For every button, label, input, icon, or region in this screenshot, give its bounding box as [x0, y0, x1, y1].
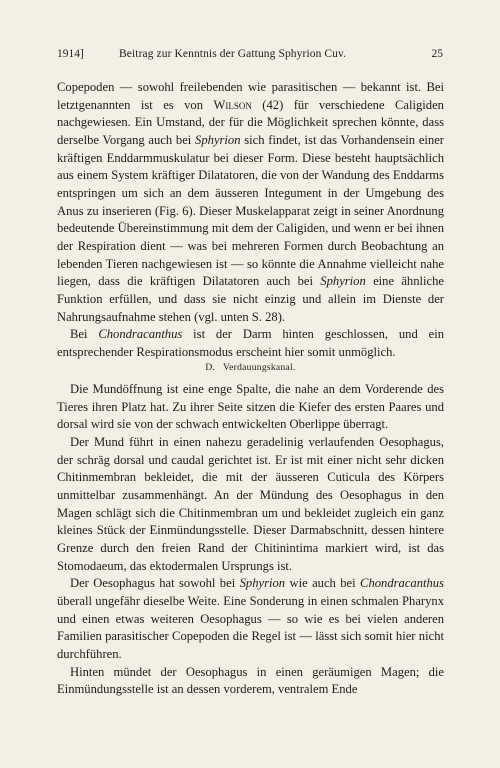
para5-text-3: überall ungefähr dieselbe Weite. Eine Sonderung in einen schmalen Pharynx und einen etwas weiteren Oesophagus — so wie es bei vielen anderen Familien parasitischer Copepoden die Regel ist — lässt sich somit hier nicht durchführen.: [57, 593, 444, 661]
header-page-number: 25: [431, 48, 443, 60]
para1-text-4: eine ähnliche Funktion erfüllen, und dass sie nicht einzig und allein im Dienste der Nahrungsaufnahme stehen (vgl. unten S. 28).: [57, 274, 444, 324]
main-text-lower: [57, 381, 444, 699]
genus-name: Sphyrion: [320, 274, 366, 289]
running-header: [57, 46, 443, 62]
para1-text-3: sich findet, ist das Vorhandensein einer kräftigen Enddarmmuskulatur bei dieser Form. Diese besteht hauptsächlich aus einem System kräftiger Dilatatoren, die von der Wandung des Enddarms entspringen um sich an dem äusseren Integument in der Umgebung des Anus zu inserieren (Fig. 6). Dieser Muskelapparat zeigt in seiner Anordnung bedeutende Übereinstimmung mit dem der Caligiden, und wenn er bei ihnen der Respiration dient — was bei mehreren Formen durch Beobachtung an lebenden Tieren nachgewiesen ist — so könnte die Annahme vielleicht nahe liegen, dass die kräftigen Dilatatoren auch bei: [57, 132, 444, 289]
paragraph-6: Hinten mündet der Oesophagus in einen geräumigen Magen; die Einmündungsstelle ist an dessen vorderem, ventralem Ende: [57, 664, 444, 697]
para1-text-1: Copepoden — sowohl freilebenden wie parasitischen — bekannt ist. Bei letztgenannten ist es von: [57, 80, 444, 112]
genus-name: Chondracanthus: [98, 327, 183, 342]
genus-name: Sphyrion: [195, 132, 241, 147]
genus-name: Sphyrion: [239, 576, 286, 591]
main-text-upper: [57, 79, 444, 362]
paragraph-3: Die Mundöffnung ist eine enge Spalte, die nahe an dem Vorderende des Tieres ihren Platz hat. Zu ihrer Seite sitzen die Kiefer des ersten Paares und dorsal wird sie von der schwach entwickelten Oberlippe überragt.: [57, 382, 444, 432]
para2-text-1: Bei: [70, 327, 99, 342]
paragraph-1: [57, 79, 444, 326]
author-name: Wilson: [213, 97, 252, 112]
para5-text-2: wie auch bei: [285, 576, 361, 591]
paragraph-2: [57, 326, 444, 361]
header-year: 1914]: [57, 48, 84, 60]
para2-text-2: ist der Darm hinten geschlossen, und ein entsprechender Respirationsmodus erscheint hier somit unmöglich.: [57, 327, 444, 359]
paragraph-5: [57, 575, 444, 663]
para1-text-2: (42) für verschiedene Caligiden nachgewiesen. Ein Umstand, der für die Möglichkeit sprechen könnte, dass derselbe Vorgang auch bei: [57, 97, 444, 147]
paragraph-4: Der Mund führt in einen nahezu geradelinig verlaufenden Oesophagus, der schräg dorsal und caudal gerichtet ist. Er ist mit einer nicht sehr dicken Chitinmembran bekleidet, die mit der äusseren Cuticula des Körpers unmittelbar zusammenhängt. An der Mündung des Oesophagus in den Magen schlägt sich die Chitinmembran um und bekleidet zugleich ein ganz kleines Stück der Einmündungsstelle. Dieser Darmabschnitt, dessen hintere Grenze durch den freien Rand der Chitinintima markiert wird, ist das Stomodaeum, das ektodermalen Ursprungs ist.: [57, 434, 444, 573]
header-running-title: Beitrag zur Kenntnis der Gattung Sphyrion Cuv.: [119, 48, 347, 60]
section-heading: D. Verdauungskanal.: [205, 363, 296, 373]
genus-name: Chondracanthus: [360, 576, 445, 591]
para5-text-1: Der Oesophagus hat sowohl bei: [70, 576, 240, 591]
